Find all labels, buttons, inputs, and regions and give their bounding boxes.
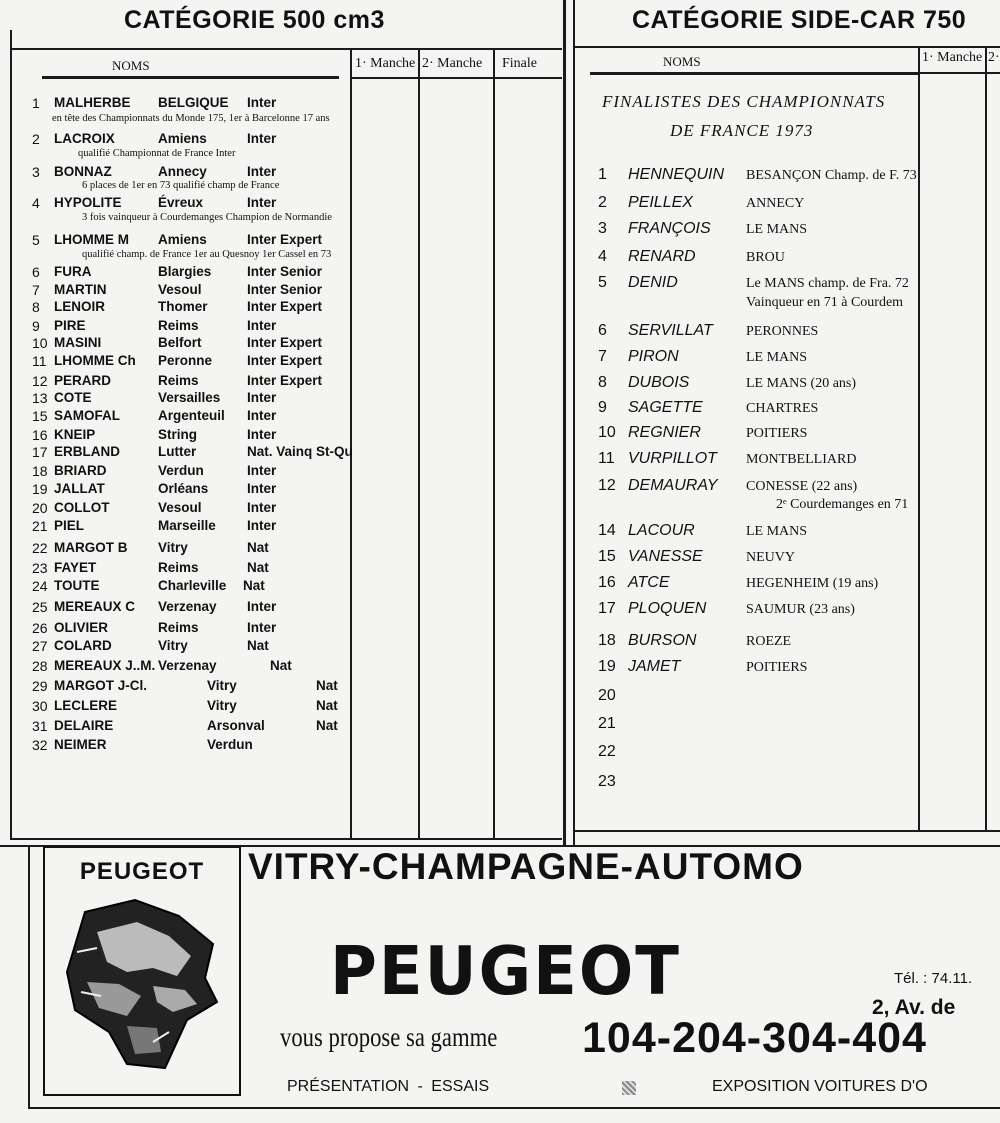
sidecar-number: 5 [598, 274, 607, 291]
rider-row [0, 481, 350, 499]
sidecar-name: VURPILLOT [628, 450, 717, 467]
sidecar-city: HEGENHEIM (19 ans) [746, 576, 879, 591]
rider-row [0, 353, 350, 371]
rider-number: 2 [32, 131, 40, 147]
rider-name: MASINI [54, 335, 102, 350]
rider-name: FURA [54, 264, 92, 279]
sidecar-name: SAGETTE [628, 399, 703, 416]
rider-class: Nat [316, 698, 338, 713]
rider-city: Évreux [158, 195, 204, 210]
rider-name: LACROIX [54, 131, 115, 146]
sidecar-city: BESANÇON Champ. de F. 73 [746, 168, 917, 183]
rider-number: 16 [32, 427, 48, 443]
ad-address: 2, Av. de [872, 996, 956, 1019]
rider-city: Vesoul [158, 500, 202, 515]
rider-number: 6 [32, 264, 40, 280]
rider-city: Reims [158, 318, 199, 333]
sidecar-row [598, 274, 918, 294]
rider-row [0, 678, 350, 696]
sidecar-number: 19 [598, 658, 616, 675]
rider-city: Marseille [158, 518, 216, 533]
rider-class: Inter [247, 518, 277, 533]
rider-city: Verzenay [158, 658, 217, 673]
left-col-divider-2 [418, 48, 420, 838]
sidecar-name: PEILLEX [628, 194, 693, 211]
rider-number: 13 [32, 390, 48, 406]
rider-name: MARGOT J-Cl. [54, 678, 147, 693]
rider-class: Inter [247, 463, 277, 478]
sidecar-name: FRANÇOIS [628, 220, 711, 237]
rider-row [0, 373, 350, 391]
rider-city: Versailles [158, 390, 221, 405]
rider-city: Vitry [207, 678, 237, 693]
rider-row [0, 540, 350, 558]
rider-city: String [158, 427, 197, 442]
rider-note: qualifié Championnat de France Inter [78, 148, 236, 159]
left-header-bottom-border [350, 77, 562, 79]
rider-city: Vitry [158, 540, 188, 555]
rider-name: ERBLAND [54, 444, 120, 459]
rider-note: 6 places de 1er en 73 qualifié champ de France [82, 180, 280, 191]
sidecar-note: 2ᵉ Courdemanges en 71 [776, 497, 909, 512]
rider-class: Inter Senior [247, 264, 323, 279]
rider-class: Inter Expert [247, 353, 323, 368]
rider-number: 7 [32, 282, 40, 298]
sidecar-name: LACOUR [628, 522, 695, 539]
rider-name: DELAIRE [54, 718, 114, 733]
rider-name: PIEL [54, 518, 85, 533]
sidecar-name: PIRON [628, 348, 679, 365]
sidecar-number: 12 [598, 477, 616, 494]
sidecar-number: 21 [598, 715, 616, 732]
rider-name: BRIARD [54, 463, 107, 478]
rider-name: LHOMME M [54, 232, 129, 247]
rider-row [0, 264, 350, 282]
rider-city: Argenteuil [158, 408, 225, 423]
rider-name: MARGOT B [54, 540, 128, 555]
rider-number: 32 [32, 737, 48, 753]
sidecar-number: 8 [598, 374, 607, 391]
rider-number: 3 [32, 164, 40, 180]
right-header-bottom-border [918, 72, 1000, 74]
sidecar-number: 15 [598, 548, 616, 565]
sidecar-city: LE MANS [746, 222, 808, 237]
rider-row [0, 390, 350, 408]
sidecar-number: 17 [598, 600, 616, 617]
rider-city: Belfort [158, 335, 202, 350]
rider-name: PIRE [54, 318, 86, 333]
rider-row [0, 500, 350, 518]
sidecar-number: 18 [598, 632, 616, 649]
rider-name: NEIMER [54, 737, 107, 752]
rider-city: Amiens [158, 131, 207, 146]
rider-number: 21 [32, 518, 48, 534]
rider-number: 5 [32, 232, 40, 248]
rider-class: Inter [247, 318, 277, 333]
sidecar-city: LE MANS [746, 350, 808, 365]
rider-number: 4 [32, 195, 40, 211]
sidecar-row [598, 248, 918, 268]
sidecar-number: 6 [598, 322, 607, 339]
rider-class: Inter [247, 481, 277, 496]
rider-number: 28 [32, 658, 48, 674]
sidecar-row [598, 632, 918, 652]
ad-footer-square [622, 1081, 636, 1095]
rider-row [0, 578, 350, 596]
rider-row [0, 195, 350, 213]
sidecar-number: 3 [598, 220, 607, 237]
ad-phone: Tél. : 74.11. [894, 970, 973, 987]
sidecar-name: HENNEQUIN [628, 166, 725, 183]
rider-row [0, 427, 350, 445]
left-table-bottom-border [10, 838, 562, 840]
rider-number: 10 [32, 335, 48, 351]
sidecar-row [598, 322, 918, 342]
rider-city: Verzenay [158, 599, 217, 614]
sidecar-name: DEMAURAY [628, 477, 718, 494]
rider-row [0, 560, 350, 578]
rider-row [0, 737, 350, 755]
sidecar-row [598, 715, 918, 735]
rider-class: Nat. Vainq St-Qu [247, 444, 353, 459]
left-header-names: NOMS [112, 58, 150, 73]
sidecar-row [598, 424, 918, 444]
rider-city: Lutter [158, 444, 197, 459]
rider-class: Nat [247, 638, 269, 653]
rider-note: en tête des Championnats du Monde 175, 1er à Barcelonne 17 ans [52, 113, 330, 124]
sidecar-name: PLOQUEN [628, 600, 707, 617]
rider-number: 17 [32, 444, 48, 460]
rider-row [0, 408, 350, 426]
sidecar-row [598, 522, 918, 542]
sidecar-number: 1 [598, 166, 607, 183]
rider-class: Nat [316, 678, 338, 693]
rider-row [0, 444, 353, 462]
sidecar-note: Vainqueur en 71 à Courdem [746, 295, 904, 310]
rider-row [0, 95, 350, 113]
rider-name: OLIVIER [54, 620, 109, 635]
rider-row [0, 599, 350, 617]
left-table-top-border [10, 48, 562, 50]
rider-row [0, 318, 350, 336]
rider-city: Thomer [158, 299, 208, 314]
rider-name: FAYET [54, 560, 97, 575]
rider-class: Inter Expert [247, 232, 323, 247]
rider-city: Reims [158, 620, 199, 635]
sidecar-city: ROEZE [746, 634, 792, 649]
sidecar-city: ANNECY [746, 196, 805, 211]
sidecar-name: DENID [628, 274, 678, 291]
rider-city: Verdun [207, 737, 253, 752]
rider-number: 19 [32, 481, 48, 497]
rider-class: Inter Expert [247, 335, 323, 350]
sidecar-row [598, 658, 918, 678]
rider-row [0, 232, 350, 250]
rider-name: KNEIP [54, 427, 96, 442]
rider-name: LENOIR [54, 299, 106, 314]
rider-class: Inter Senior [247, 282, 323, 297]
rider-number: 22 [32, 540, 48, 556]
rider-row [0, 282, 350, 300]
rider-class: Nat [247, 540, 269, 555]
rider-row [0, 638, 350, 656]
rider-name: COTE [54, 390, 92, 405]
sidecar-name: RENARD [628, 248, 696, 265]
ad-tagline: vous propose sa gamme [280, 1022, 498, 1052]
sidecar-number: 20 [598, 687, 616, 704]
left-header-finale: Finale [502, 56, 537, 71]
rider-city: Charleville [158, 578, 227, 593]
rider-name: BONNAZ [54, 164, 112, 179]
rider-class: Inter Expert [247, 373, 323, 388]
rider-note: qualifié champ. de France 1er au Quesnoy 1er Cassel en 73 [82, 249, 332, 260]
rider-class: Inter [247, 164, 277, 179]
rider-city: Arsonval [207, 718, 265, 733]
rider-city: Peronne [158, 353, 213, 368]
rider-city: Reims [158, 373, 199, 388]
sidecar-row [598, 194, 918, 214]
rider-name: JALLAT [54, 481, 105, 496]
sidecar-city: POITIERS [746, 660, 808, 675]
page-center-divider-2 [573, 0, 575, 845]
rider-city: Reims [158, 560, 199, 575]
sidecar-number: 11 [598, 450, 615, 467]
rider-row [0, 698, 350, 716]
rider-number: 15 [32, 408, 48, 424]
rider-city: Vitry [207, 698, 237, 713]
rider-class: Inter [247, 599, 277, 614]
rider-number: 18 [32, 463, 48, 479]
sidecar-city: NEUVY [746, 550, 795, 565]
rider-name: MEREAUX J..M. [54, 658, 156, 673]
ad-headline: VITRY-CHAMPAGNE-AUTOMO [248, 846, 804, 887]
left-category-title: CATÉGORIE 500 cm3 [124, 6, 385, 34]
sidecar-city: LE MANS (20 ans) [746, 376, 857, 391]
rider-number: 23 [32, 560, 48, 576]
rider-city: BELGIQUE [158, 95, 229, 110]
sidecar-name: JAMET [628, 658, 681, 675]
rider-name: LHOMME Ch [54, 353, 136, 368]
rider-name: MALHERBE [54, 95, 131, 110]
rider-class: Inter [247, 408, 277, 423]
rider-row [0, 335, 350, 353]
right-header-manche-2: 2· [988, 50, 1000, 65]
sidecar-city: LE MANS [746, 524, 808, 539]
rider-name: PERARD [54, 373, 112, 388]
sidecar-name: REGNIER [628, 424, 701, 441]
right-header-names: NOMS [663, 54, 701, 69]
right-header-manche-1: 1· Manche [922, 50, 983, 65]
left-header-manche-2: 2· Manche [422, 56, 483, 71]
rider-number: 25 [32, 599, 48, 615]
sidecar-number: 9 [598, 399, 607, 416]
rider-class: Inter [247, 620, 277, 635]
sidecar-row [598, 687, 918, 707]
rider-city: Vesoul [158, 282, 202, 297]
peugeot-lion-icon [57, 892, 227, 1072]
sidecar-row [598, 773, 918, 793]
rider-row [0, 463, 350, 481]
ad-peugeot-logo: PEUGEOT [330, 933, 681, 1011]
sidecar-number: 7 [598, 348, 607, 365]
left-header-underline [42, 76, 339, 79]
rider-class: Inter [247, 95, 277, 110]
rider-number: 31 [32, 718, 48, 734]
left-col-divider-1 [350, 48, 352, 838]
rider-row [0, 131, 350, 149]
right-subtitle-2: DE FRANCE 1973 [670, 121, 814, 140]
rider-class: Nat [243, 578, 265, 593]
sidecar-row [598, 450, 918, 470]
right-category-title: CATÉGORIE SIDE-CAR 750 [632, 6, 967, 34]
sidecar-row [598, 743, 918, 763]
sidecar-row [598, 348, 918, 368]
rider-number: 30 [32, 698, 48, 714]
rider-name: SAMOFAL [54, 408, 120, 423]
sidecar-number: 14 [598, 522, 616, 539]
sidecar-city: CHARTRES [746, 401, 819, 416]
right-col-divider-2 [985, 46, 987, 830]
rider-city: Vitry [158, 638, 188, 653]
ad-left-border [28, 845, 30, 1107]
rider-name: LECLERE [54, 698, 118, 713]
ad-models: 104-204-304-404 [582, 1014, 927, 1062]
rider-number: 27 [32, 638, 48, 654]
rider-name: TOUTE [54, 578, 100, 593]
sidecar-row [598, 399, 918, 419]
sidecar-row [598, 574, 918, 594]
rider-city: Blargies [158, 264, 212, 279]
rider-number: 11 [32, 353, 47, 369]
rider-city: Annecy [158, 164, 207, 179]
ad-bottom-border [28, 1107, 1000, 1109]
sidecar-name: SERVILLAT [628, 322, 713, 339]
ad-footer-presentation: PRÉSENTATION - ESSAIS [287, 1078, 490, 1095]
sidecar-city: CONESSE (22 ans) [746, 479, 858, 494]
sidecar-name: ATCE [628, 574, 670, 591]
ad-brand-box [43, 846, 241, 1096]
sidecar-city: SAUMUR (23 ans) [746, 602, 855, 617]
page-center-divider [563, 0, 566, 845]
sidecar-row [598, 477, 918, 497]
rider-number: 9 [32, 318, 40, 334]
sidecar-city: BROU [746, 250, 785, 265]
sidecar-city: Le MANS champ. de Fra. 72 [746, 276, 909, 291]
sidecar-row [598, 166, 918, 186]
rider-name: MARTIN [54, 282, 107, 297]
sidecar-name: DUBOIS [628, 374, 690, 391]
right-header-underline [590, 72, 918, 75]
rider-class: Inter [247, 427, 277, 442]
rider-number: 29 [32, 678, 48, 694]
left-header-manche-1: 1· Manche [355, 56, 416, 71]
rider-row [0, 658, 350, 676]
rider-row [0, 299, 350, 317]
sidecar-row [598, 374, 918, 394]
left-col-divider-3 [493, 48, 495, 838]
right-table-top-border [575, 46, 1000, 48]
rider-row [0, 718, 350, 736]
rider-number: 20 [32, 500, 48, 516]
right-table-bottom-border [575, 830, 1000, 832]
rider-row [0, 518, 350, 536]
rider-number: 26 [32, 620, 48, 636]
sidecar-name: VANESSE [628, 548, 703, 565]
sidecar-number: 10 [598, 424, 616, 441]
rider-class: Nat [316, 718, 338, 733]
rider-number: 8 [32, 299, 40, 315]
rider-city: Orléans [158, 481, 209, 496]
rider-class: Nat [247, 560, 269, 575]
sidecar-number: 16 [598, 574, 616, 591]
sidecar-row [598, 548, 918, 568]
sidecar-number: 2 [598, 194, 607, 211]
sidecar-city: PERONNES [746, 324, 819, 339]
rider-class: Nat [270, 658, 292, 673]
rider-number: 12 [32, 373, 48, 389]
rider-class: Inter Expert [247, 299, 323, 314]
sidecar-number: 23 [598, 773, 616, 790]
rider-name: MEREAUX C [54, 599, 136, 614]
rider-class: Inter [247, 131, 277, 146]
ad-brand-box-label: PEUGEOT [79, 858, 205, 885]
sidecar-row [598, 600, 918, 620]
ad-footer-exposition: EXPOSITION VOITURES D'O [712, 1078, 928, 1095]
rider-name: COLLOT [54, 500, 110, 515]
rider-class: Inter [247, 390, 277, 405]
rider-name: COLARD [54, 638, 112, 653]
sidecar-city: MONTBELLIARD [746, 452, 857, 467]
rider-number: 24 [32, 578, 48, 594]
rider-class: Inter [247, 500, 277, 515]
rider-city: Amiens [158, 232, 207, 247]
sidecar-name: BURSON [628, 632, 697, 649]
rider-city: Verdun [158, 463, 204, 478]
sidecar-number: 22 [598, 743, 616, 760]
sidecar-city: POITIERS [746, 426, 808, 441]
sidecar-number: 4 [598, 248, 607, 265]
rider-note: 3 fois vainqueur à Courdemanges Champion de Normandie [82, 212, 332, 223]
right-col-divider-1 [918, 46, 920, 830]
rider-number: 1 [32, 95, 40, 111]
rider-name: HYPOLITE [54, 195, 122, 210]
rider-class: Inter [247, 195, 277, 210]
sidecar-row [598, 220, 918, 240]
right-subtitle-1: FINALISTES DES CHAMPIONNATS [602, 92, 886, 111]
rider-row [0, 620, 350, 638]
